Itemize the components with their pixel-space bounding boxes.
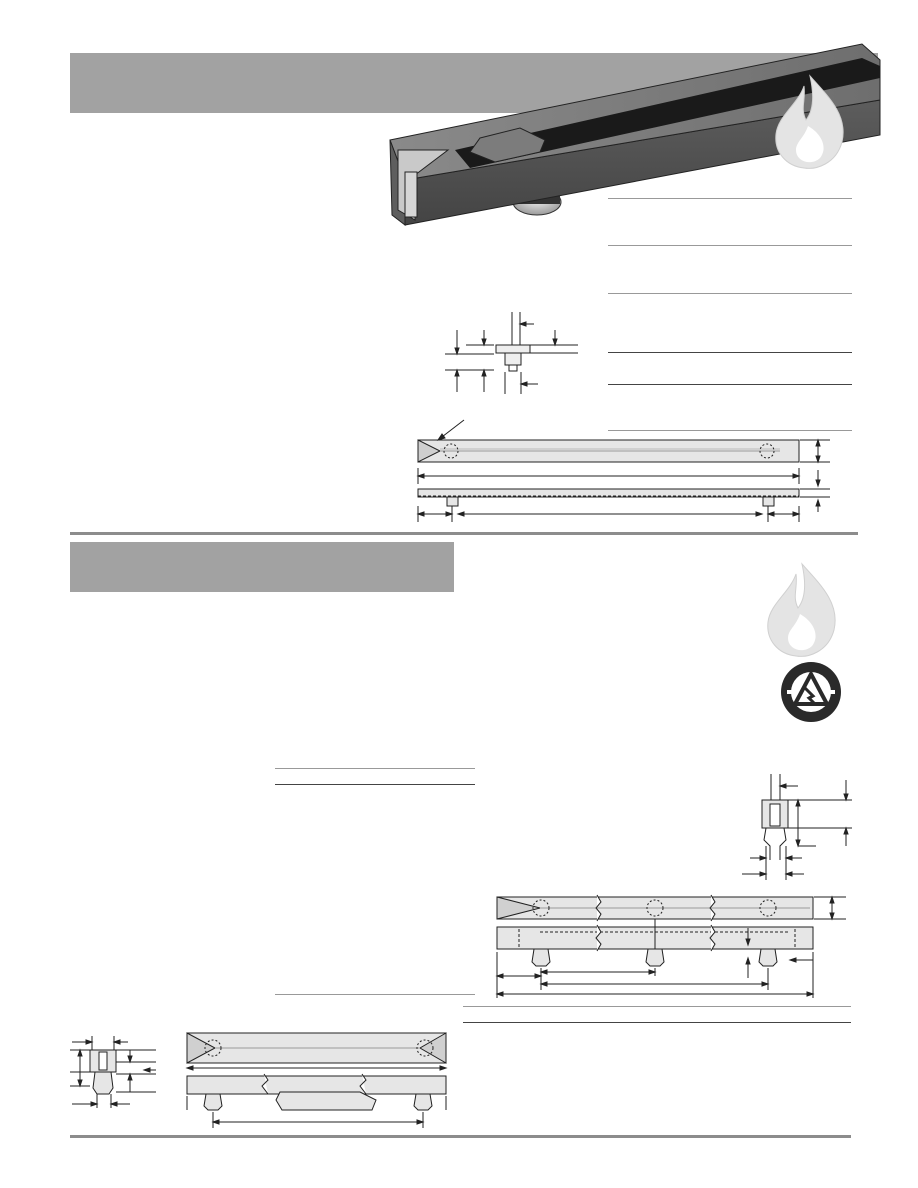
page-footer-rule: [70, 1135, 851, 1138]
